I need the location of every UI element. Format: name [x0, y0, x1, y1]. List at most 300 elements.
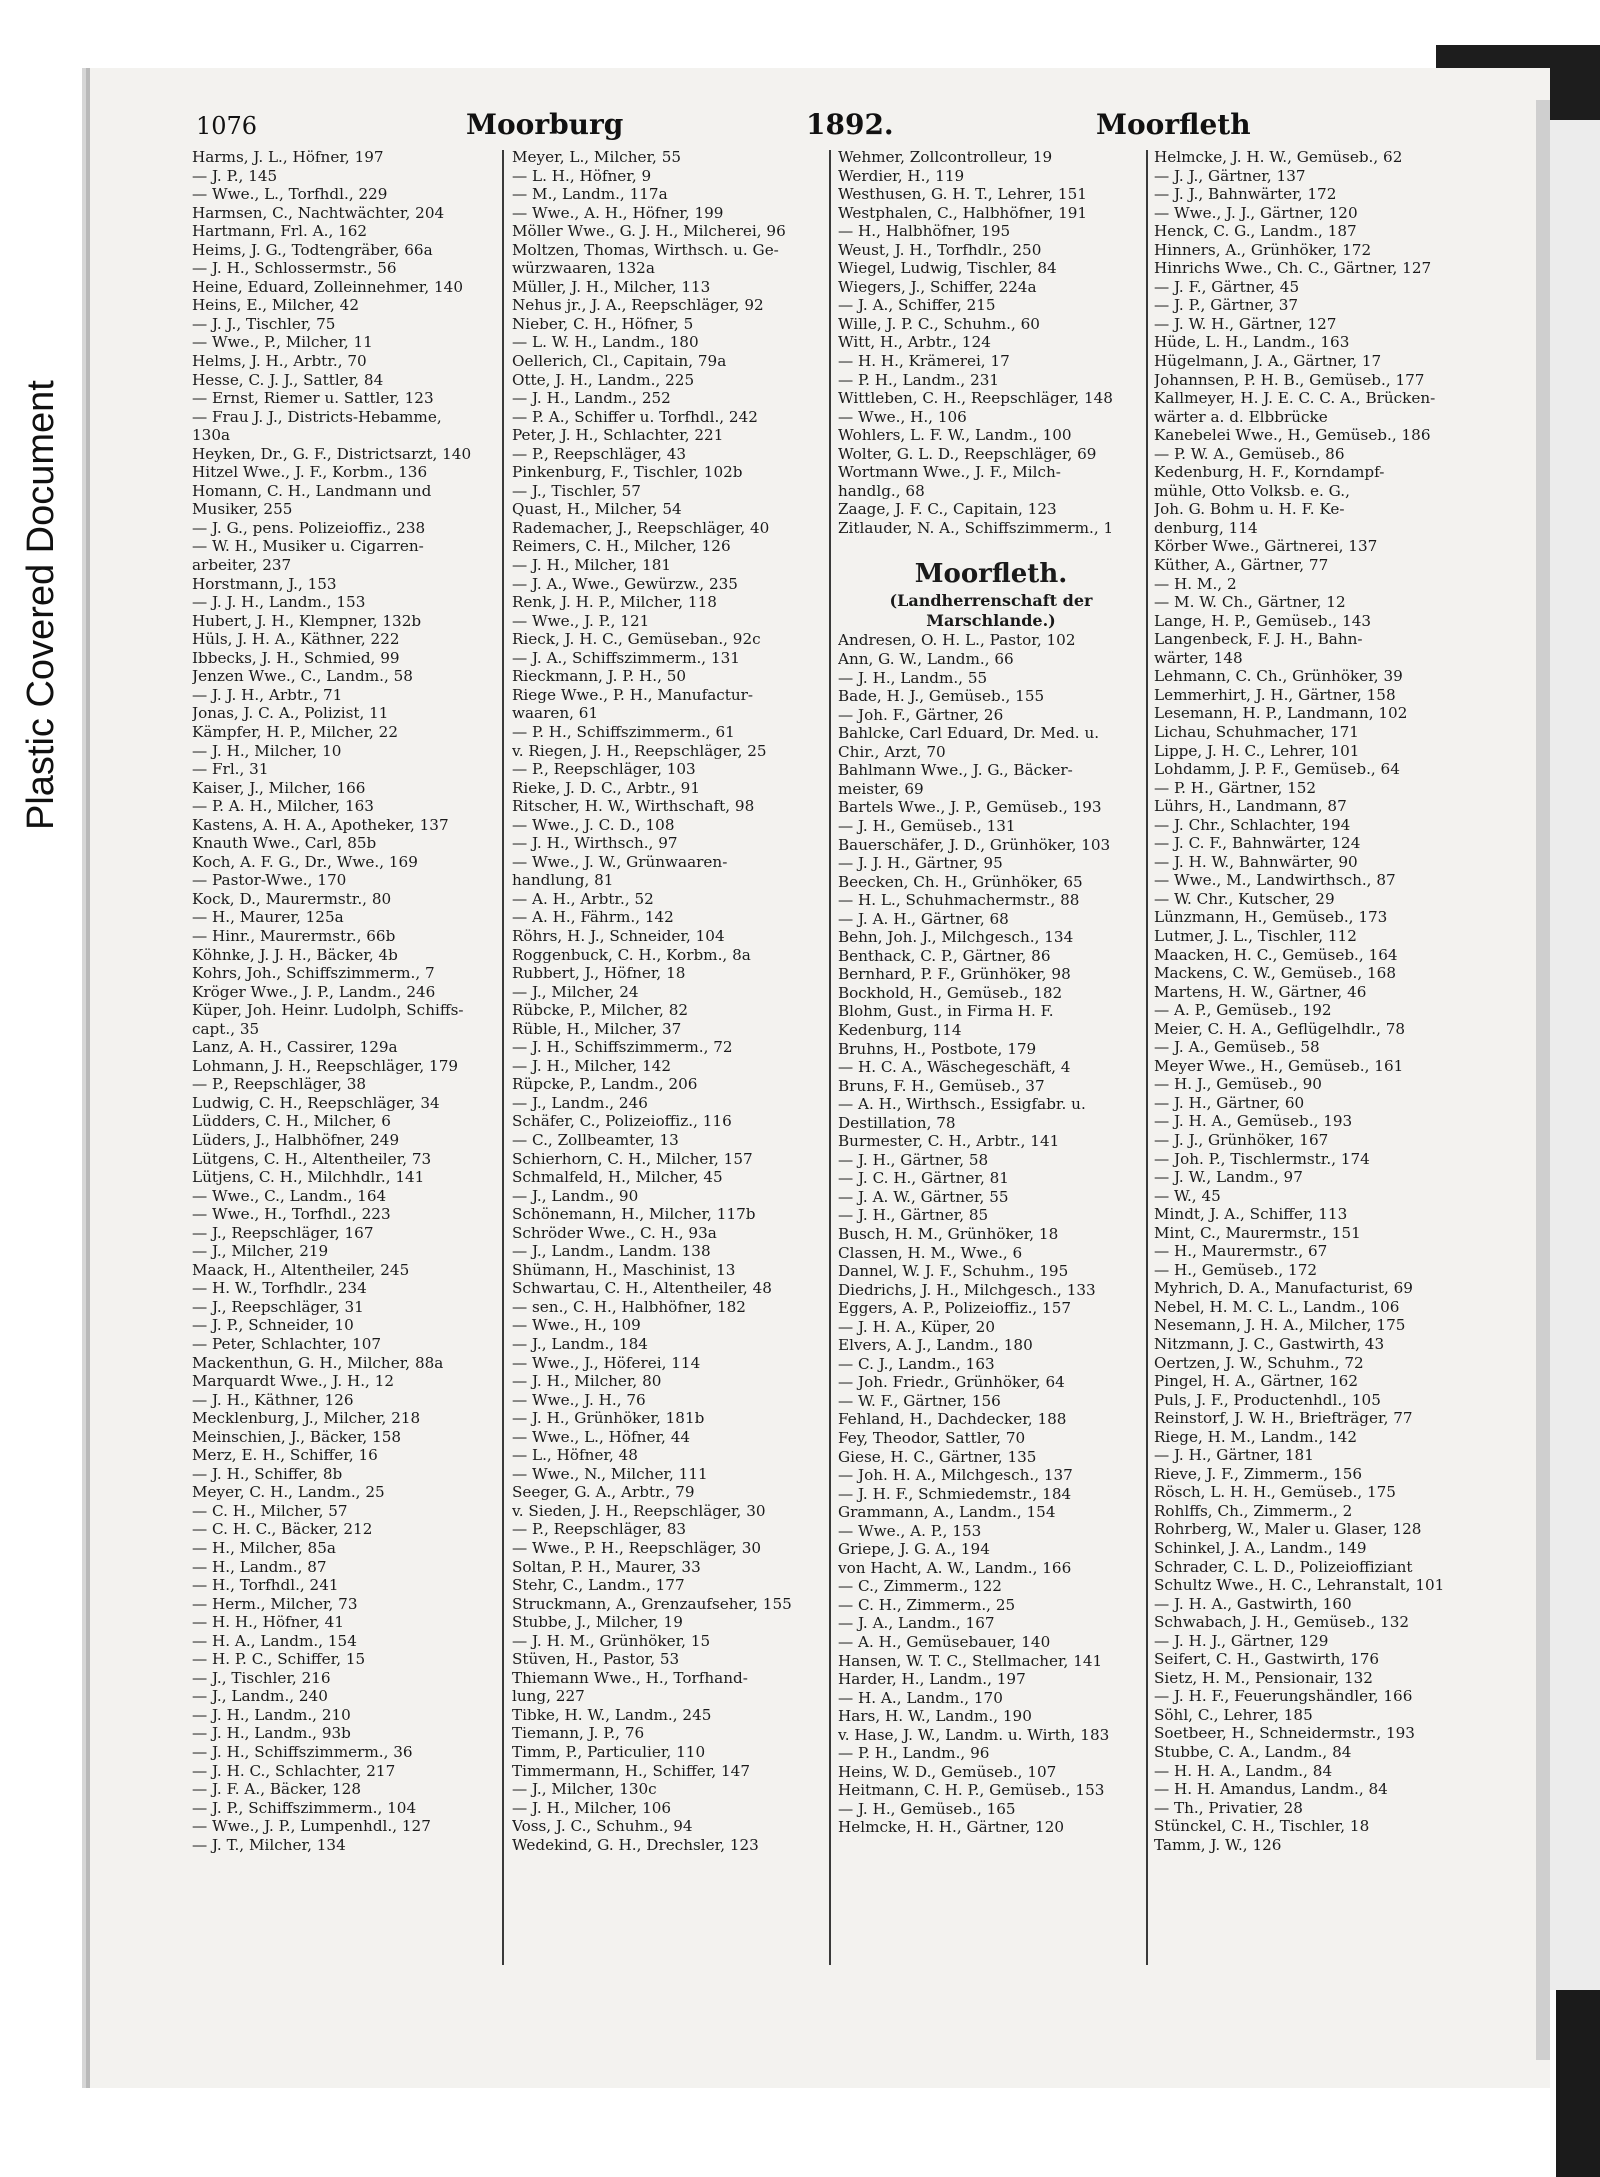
directory-entry: — J. H., Schlossermstr., 56: [192, 259, 397, 278]
directory-entry: — P. H., Schiffszimmerm., 61: [512, 722, 735, 741]
directory-entry: Nehus jr., J. A., Reepschläger, 92: [512, 296, 764, 315]
directory-entry: — J., Milcher, 219: [192, 1242, 329, 1261]
directory-entry: Eggers, A. P., Polizeioffiz., 157: [838, 1299, 1072, 1318]
directory-entry: Merz, E. H., Schiffer, 16: [192, 1446, 378, 1465]
directory-entry: Oellerich, Cl., Capitain, 79a: [512, 352, 727, 371]
directory-entry: Maack, H., Altentheiler, 245: [192, 1260, 410, 1279]
directory-entry: Schrader, C. L. D., Polizeioffiziant: [1154, 1557, 1413, 1576]
directory-entry: Chir., Arzt, 70: [838, 742, 946, 761]
directory-entry: — H. H. Amandus, Landm., 84: [1154, 1780, 1388, 1799]
directory-entry: capt., 35: [192, 1019, 260, 1038]
directory-entry: Stubbe, C. A., Landm., 84: [1154, 1743, 1352, 1762]
directory-entry: Witt, H., Arbtr., 124: [838, 333, 991, 352]
directory-entry: — J. H., Wirthsch., 97: [512, 834, 678, 853]
directory-entry: Timm, P., Particulier, 110: [512, 1743, 706, 1762]
directory-entry: Schröder Wwe., C. H., 93a: [512, 1223, 717, 1242]
directory-entry: Reinstorf, J. W. H., Briefträger, 77: [1154, 1409, 1413, 1428]
directory-entry: — J. A., Wwe., Gewürzw., 235: [512, 574, 738, 593]
directory-entry: Pinkenburg, F., Tischler, 102b: [512, 463, 743, 482]
directory-entry: Soltan, P. H., Maurer, 33: [512, 1557, 701, 1576]
directory-entry: — M., Landm., 117a: [512, 185, 668, 204]
directory-entry: — J. A., Schiffer, 215: [838, 296, 996, 315]
directory-entry: — C. H., Zimmerm., 25: [838, 1595, 1016, 1614]
directory-entry: Kallmeyer, H. J. E. C. C. A., Brücken-: [1154, 389, 1436, 408]
directory-entry: — J., Milcher, 130c: [512, 1780, 657, 1799]
directory-entry: wärter a. d. Elbbrücke: [1154, 407, 1328, 426]
directory-entry: Grammann, A., Landm., 154: [838, 1503, 1056, 1522]
directory-entry: lung, 227: [512, 1687, 585, 1706]
directory-entry: Elvers, A. J., Landm., 180: [838, 1336, 1033, 1355]
directory-entry: — Wwe., J. P., 121: [512, 611, 650, 630]
directory-entry: — Herm., Milcher, 73: [192, 1594, 358, 1613]
directory-entry: Ludwig, C. H., Reepschläger, 34: [192, 1093, 440, 1112]
directory-entry: — J. F., Gärtner, 45: [1154, 277, 1300, 296]
directory-entry: Wolter, G. L. D., Reepschläger, 69: [838, 444, 1097, 463]
section-subtitle: Marschlande.): [926, 611, 1056, 631]
directory-entry: Dannel, W. J. F., Schuhm., 195: [838, 1262, 1069, 1281]
directory-entry: von Hacht, A. W., Landm., 166: [838, 1558, 1072, 1577]
directory-entry: Homann, C. H., Landmann und: [192, 481, 432, 500]
moorburg-entries: [838, 148, 1144, 537]
directory-entry: Shümann, H., Maschinist, 13: [512, 1260, 736, 1279]
directory-entry: — J. J. H., Landm., 153: [192, 593, 366, 612]
directory-entry: — J. H. M., Grünhöker, 15: [512, 1631, 711, 1650]
directory-entry: — J. H., Schiffer, 8b: [192, 1464, 343, 1483]
directory-entry: Renk, J. H. P., Milcher, 118: [512, 593, 717, 612]
directory-entry: Rohrberg, W., Maler u. Glaser, 128: [1154, 1520, 1422, 1539]
directory-entry: Hars, H. W., Landm., 190: [838, 1707, 1032, 1726]
right-heading: Moorfleth: [1096, 108, 1251, 141]
directory-entry: — H. A., Landm., 154: [192, 1631, 357, 1650]
directory-entry: Tibke, H. W., Landm., 245: [512, 1705, 712, 1724]
directory-entry: Reimers, C. H., Milcher, 126: [512, 537, 731, 556]
directory-entry: Wehmer, Zollcontrolleur, 19: [838, 148, 1053, 166]
directory-entry: — J., Tischler, 216: [192, 1668, 331, 1687]
directory-entry: Lütgens, C. H., Altentheiler, 73: [192, 1149, 432, 1168]
directory-entry: Otte, J. H., Landm., 225: [512, 370, 695, 389]
directory-entry: — J., Reepschläger, 31: [192, 1297, 364, 1316]
directory-entry: — Wwe., P. H., Reepschläger, 30: [512, 1539, 762, 1558]
directory-entry: — J. A., Landm., 167: [838, 1614, 995, 1633]
directory-entry: — Wwe., L., Höfner, 44: [512, 1427, 691, 1446]
directory-entry: — J. A., Schiffszimmerm., 131: [512, 648, 740, 667]
directory-entry: Hansen, W. T. C., Stellmacher, 141: [838, 1651, 1103, 1670]
directory-entry: Timmermann, H., Schiffer, 147: [512, 1761, 751, 1780]
directory-entry: Meyer, L., Milcher, 55: [512, 148, 682, 166]
directory-entry: Heine, Eduard, Zolleinnehmer, 140: [192, 277, 464, 296]
directory-entry: — J. H., Milcher, 142: [512, 1056, 672, 1075]
directory-entry: — H. P. C., Schiffer, 15: [192, 1650, 366, 1669]
directory-entry: — Frau J. J., Districts-Hebamme,: [192, 407, 442, 426]
dark-corner-bottom: [1556, 1990, 1600, 2177]
directory-entry: Kaiser, J., Milcher, 166: [192, 778, 366, 797]
directory-entry: — C. H. C., Bäcker, 212: [192, 1520, 373, 1539]
directory-entry: Bahlmann Wwe., J. G., Bäcker-: [838, 761, 1073, 780]
directory-entry: Diedrichs, J. H., Milchgesch., 133: [838, 1280, 1096, 1299]
directory-entry: — L., Höfner, 48: [512, 1446, 638, 1465]
directory-entry: Knauth Wwe., Carl, 85b: [192, 834, 377, 853]
directory-entry: Hubert, J. H., Klempner, 132b: [192, 611, 422, 630]
directory-entry: Wittleben, C. H., Reepschläger, 148: [838, 389, 1113, 408]
directory-entry: Harmsen, C., Nachtwächter, 204: [192, 203, 445, 222]
directory-entry: Hesse, C. J. J., Sattler, 84: [192, 370, 384, 389]
left-heading: Moorburg: [466, 108, 624, 141]
directory-column-4: [1154, 148, 1474, 1968]
directory-entry: Myhrich, D. A., Manufacturist, 69: [1154, 1279, 1413, 1298]
directory-entry: Schierhorn, C. H., Milcher, 157: [512, 1149, 753, 1168]
directory-entry: Lange, H. P., Gemüseb., 143: [1154, 611, 1372, 630]
directory-entry: — J., Landm., 246: [512, 1093, 648, 1112]
directory-entry: Moltzen, Thomas, Wirthsch. u. Ge-: [512, 240, 779, 259]
directory-entry: Schinkel, J. A., Landm., 149: [1154, 1539, 1367, 1558]
directory-entry: — Peter, Schlachter, 107: [192, 1335, 382, 1353]
directory-entry: — J. A. W., Gärtner, 55: [838, 1187, 1009, 1206]
directory-entry: — J. H. J., Gärtner, 129: [1154, 1631, 1329, 1650]
directory-entry: Stüven, H., Pastor, 53: [512, 1650, 680, 1669]
directory-entry: — H. A., Landm., 170: [838, 1688, 1003, 1707]
directory-entry: Wedekind, G. H., Drechsler, 123: [512, 1835, 759, 1854]
directory-entry: Hartmann, Frl. A., 162: [192, 222, 368, 241]
directory-entry: — Wwe., H., Torfhdl., 223: [192, 1205, 391, 1224]
directory-entry: Kanebelei Wwe., H., Gemüseb., 186: [1154, 426, 1431, 445]
directory-entry: Jonas, J. C. A., Polizist, 11: [192, 704, 389, 723]
directory-entry: Möller Wwe., G. J. H., Milcherei, 96: [512, 222, 786, 241]
directory-entry: — P., Reepschläger, 38: [192, 1075, 367, 1094]
page-header: [196, 108, 1251, 148]
directory-entry: — Wwe., J. H., 76: [512, 1390, 646, 1409]
directory-entry: Stünckel, C. H., Tischler, 18: [1154, 1817, 1370, 1836]
directory-entry: — P., Reepschläger, 83: [512, 1520, 687, 1539]
directory-entry: Rieke, J. D. C., Arbtr., 91: [512, 778, 700, 797]
directory-entry: Lutmer, J. L., Tischler, 112: [1154, 926, 1357, 945]
directory-entry: — J., Landm., 184: [512, 1335, 648, 1353]
directory-entry: — H., Maurer, 125a: [192, 908, 344, 927]
directory-entry: Rohlffs, Ch., Zimmerm., 2: [1154, 1501, 1353, 1520]
directory-entry: — P., Reepschläger, 43: [512, 444, 687, 463]
directory-entry: — J. H., Schiffszimmerm., 72: [512, 1038, 733, 1057]
directory-entry: — J. H. F., Schmiedemstr., 184: [838, 1484, 1072, 1503]
directory-entry: — P. H., Landm., 231: [838, 370, 1000, 389]
directory-entry: Quast, H., Milcher, 54: [512, 500, 682, 519]
directory-entry: — Wwe., C., Landm., 164: [192, 1186, 387, 1205]
directory-entry: — J. J., Gärtner, 137: [1154, 166, 1306, 185]
directory-entry: Koch, A. F. G., Dr., Wwe., 169: [192, 852, 418, 871]
directory-entry: — J., Reepschläger, 167: [192, 1223, 374, 1242]
directory-entry: Nieber, C. H., Höfner, 5: [512, 314, 694, 333]
directory-entry: Oertzen, J. W., Schuhm., 72: [1154, 1353, 1364, 1372]
directory-entry: Bartels Wwe., J. P., Gemüseb., 193: [838, 798, 1102, 817]
directory-entry: Müller, J. H., Milcher, 113: [512, 277, 711, 296]
directory-entry: Schmalfeld, H., Milcher, 45: [512, 1168, 723, 1187]
directory-column-2: [512, 148, 832, 1968]
directory-entry: Kämpfer, H. P., Milcher, 22: [192, 722, 399, 741]
directory-entry: — W. H., Musiker u. Cigarren-: [192, 537, 424, 556]
directory-entry: Sietz, H. M., Pensionair, 132: [1154, 1668, 1373, 1687]
directory-entry: Pingel, H. A., Gärtner, 162: [1154, 1372, 1358, 1391]
directory-entry: — Hinr., Maurermstr., 66b: [192, 926, 396, 945]
directory-entry: — P. A., Schiffer u. Torfhdl., 242: [512, 407, 758, 426]
directory-entry: Harms, J. L., Höfner, 197: [192, 148, 384, 166]
directory-entry: — J. P., Schiffszimmerm., 104: [192, 1798, 417, 1817]
directory-entry: — J. H. A., Gemüseb., 193: [1154, 1112, 1353, 1131]
directory-entry: — P. A. H., Milcher, 163: [192, 797, 374, 816]
directory-entry: — Pastor-Wwe., 170: [192, 871, 347, 890]
directory-entry: Kock, D., Maurermstr., 80: [192, 889, 392, 908]
directory-entry: Nebel, H. M. C. L., Landm., 106: [1154, 1297, 1400, 1316]
directory-entry: Helmcke, H. H., Gärtner, 120: [838, 1818, 1065, 1837]
directory-entry: — J. A., Gemüseb., 58: [1154, 1038, 1320, 1057]
directory-entry: Andresen, O. H. L., Pastor, 102: [838, 631, 1076, 650]
directory-entry: — A. H., Arbtr., 52: [512, 889, 654, 908]
directory-entry: Schönemann, H., Milcher, 117b: [512, 1205, 756, 1224]
directory-entry: — J. H., Milcher, 10: [192, 741, 342, 760]
directory-entry: Lemmerhirt, J. H., Gärtner, 158: [1154, 685, 1396, 704]
directory-entry: — C., Zimmerm., 122: [838, 1577, 1002, 1596]
directory-entry: — J. H., Gemüseb., 165: [838, 1799, 1016, 1818]
directory-entry: Hinners, A., Grünhöker, 172: [1154, 240, 1372, 259]
directory-entry: — J. H. W., Bahnwärter, 90: [1154, 852, 1358, 871]
directory-entry: — L. H., Höfner, 9: [512, 166, 652, 185]
directory-entry: Peter, J. H., Schlachter, 221: [512, 426, 724, 445]
directory-entry: — J. J., Bahnwärter, 172: [1154, 185, 1337, 204]
directory-entry: würzwaaren, 132a: [512, 259, 655, 278]
directory-entry: Schwabach, J. H., Gemüseb., 132: [1154, 1613, 1410, 1632]
directory-entry: — J. J. H., Gärtner, 95: [838, 854, 1003, 873]
directory-entry: Mindt, J. A., Schiffer, 113: [1154, 1205, 1348, 1224]
directory-entry: — L. W. H., Landm., 180: [512, 333, 699, 352]
directory-entry: Helms, J. H., Arbtr., 70: [192, 352, 367, 371]
directory-entry: Werdier, H., 119: [838, 166, 965, 185]
directory-entry: — H. H. A., Landm., 84: [1154, 1761, 1333, 1780]
directory-entry: — P. H., Landm., 96: [838, 1744, 990, 1763]
directory-entry: — H., Landm., 87: [192, 1557, 327, 1576]
directory-entry: Hitzel Wwe., J. F., Korbm., 136: [192, 463, 428, 482]
directory-entry: — J. J., Tischler, 75: [192, 314, 336, 333]
directory-entry: — J., Landm., 240: [192, 1687, 328, 1706]
directory-entry: — M. W. Ch., Gärtner, 12: [1154, 593, 1346, 612]
directory-entry: arbeiter, 237: [192, 556, 292, 575]
directory-entry: Joh. G. Bohm u. H. F. Ke-: [1154, 500, 1345, 519]
directory-entry: Köhnke, J. J. H., Bäcker, 4b: [192, 945, 398, 964]
directory-entry: Benthack, C. P., Gärtner, 86: [838, 946, 1051, 965]
directory-entry: — J. H., Grünhöker, 181b: [512, 1409, 705, 1428]
directory-entry: Martens, H. W., Gärtner, 46: [1154, 982, 1367, 1001]
directory-entry: — J. A. H., Gärtner, 68: [838, 909, 1009, 928]
directory-entry: Bauerschäfer, J. D., Grünhöker, 103: [838, 835, 1111, 854]
directory-entry: Soetbeer, H., Schneidermstr., 193: [1154, 1724, 1415, 1743]
directory-entry: Voss, J. C., Schuhm., 94: [512, 1817, 693, 1836]
directory-entry: Marquardt Wwe., J. H., 12: [192, 1372, 395, 1391]
directory-entry: Maacken, H. C., Gemüseb., 164: [1154, 945, 1398, 964]
directory-entry: Hüls, J. H. A., Käthner, 222: [192, 630, 400, 649]
directory-entry: Stehr, C., Landm., 177: [512, 1576, 685, 1595]
directory-entry: Schwartau, C. H., Altentheiler, 48: [512, 1279, 772, 1298]
directory-entry: — Joh. H. A., Milchgesch., 137: [838, 1466, 1073, 1485]
directory-entry: Schäfer, C., Polizeioffiz., 116: [512, 1112, 732, 1131]
column-divider: [502, 150, 504, 1965]
directory-entry: Riege, H. M., Landm., 142: [1154, 1427, 1358, 1446]
directory-entry: Burmester, C. H., Arbtr., 141: [838, 1132, 1060, 1151]
directory-entry: v. Riegen, J. H., Reepschläger, 25: [512, 741, 767, 760]
directory-entry: Küper, Joh. Heinr. Ludolph, Schiffs-: [192, 1001, 464, 1020]
directory-entry: — J. P., 145: [192, 166, 278, 185]
section-separator: [838, 537, 1144, 545]
directory-entry: — J. G., pens. Polizeioffiz., 238: [192, 518, 426, 537]
directory-entry: Rieve, J. F., Zimmerm., 156: [1154, 1464, 1363, 1483]
directory-entry: Meyer, C. H., Landm., 25: [192, 1483, 385, 1502]
directory-entry: — H., Maurermstr., 67: [1154, 1242, 1328, 1261]
directory-entry: Rübcke, P., Milcher, 82: [512, 1001, 689, 1020]
directory-entry: Lührs, H., Landmann, 87: [1154, 797, 1347, 816]
directory-entry: Körber Wwe., Gärtnerei, 137: [1154, 537, 1378, 556]
directory-entry: — J. H., Gärtner, 85: [838, 1206, 989, 1225]
directory-entry: Wortmann Wwe., J. F., Milch-: [838, 463, 1061, 482]
directory-entry: Classen, H. M., Wwe., 6: [838, 1243, 1023, 1262]
directory-entry: Kohrs, Joh., Schiffszimmerm., 7: [192, 964, 435, 983]
directory-entry: — Joh. P., Tischlermstr., 174: [1154, 1149, 1370, 1168]
directory-entry: Lünzmann, H., Gemüseb., 173: [1154, 908, 1388, 927]
directory-entry: Zitlauder, N. A., Schiffszimmerm., 1: [838, 518, 1114, 537]
directory-entry: — Wwe., H., 106: [838, 407, 967, 426]
directory-entry: 130a: [192, 426, 231, 445]
directory-entry: Musiker, 255: [192, 500, 293, 519]
directory-entry: Blohm, Gust., in Firma H. F.: [838, 1002, 1054, 1021]
directory-entry: — Wwe., J. P., Lumpenhdl., 127: [192, 1817, 431, 1836]
directory-entry: Wohlers, L. F. W., Landm., 100: [838, 426, 1072, 445]
directory-entry: Destillation, 78: [838, 1113, 956, 1132]
directory-entry: — J. H., Gärtner, 181: [1154, 1446, 1314, 1465]
directory-entry: Bruns, F. H., Gemüseb., 37: [838, 1076, 1045, 1095]
directory-entry: — Frl., 31: [192, 760, 269, 779]
directory-entry: Küther, A., Gärtner, 77: [1154, 556, 1329, 575]
directory-entry: — H. C. A., Wäschegeschäft, 4: [838, 1058, 1071, 1077]
directory-entry: — A. H., Fährm., 142: [512, 908, 674, 927]
directory-entry: Meinschien, J., Bäcker, 158: [192, 1427, 402, 1446]
directory-entry: — J., Tischler, 57: [512, 481, 641, 500]
directory-entry: Rüble, H., Milcher, 37: [512, 1019, 682, 1038]
directory-entry: Lesemann, H. P., Landmann, 102: [1154, 704, 1408, 723]
directory-entry: Hüde, L. H., Landm., 163: [1154, 333, 1350, 352]
directory-entry: — J. H., Landm., 252: [512, 389, 671, 408]
directory-entry: — P., Reepschläger, 103: [512, 760, 696, 779]
directory-entry: Heins, E., Milcher, 42: [192, 296, 360, 315]
directory-entry: Bockhold, H., Gemüseb., 182: [838, 983, 1063, 1002]
directory-entry: Rademacher, J., Reepschläger, 40: [512, 518, 770, 537]
directory-column-3: [838, 148, 1144, 1968]
directory-entry: — J., Milcher, 24: [512, 982, 639, 1001]
directory-entry: Bernhard, P. F., Grünhöker, 98: [838, 965, 1071, 984]
directory-entry: Lüders, J., Halbhöfner, 249: [192, 1130, 400, 1149]
directory-entry: Langenbeck, F. J. H., Bahn-: [1154, 630, 1363, 649]
directory-entry: Bahlcke, Carl Eduard, Dr. Med. u.: [838, 724, 1100, 743]
directory-entry: — Wwe., J. C. D., 108: [512, 815, 675, 834]
directory-entry: Heims, J. G., Todtengräber, 66a: [192, 240, 433, 259]
directory-entry: Seifert, C. H., Gastwirth, 176: [1154, 1650, 1380, 1669]
directory-entry: — J. W., Landm., 97: [1154, 1168, 1303, 1187]
directory-entry: — J. J. H., Arbtr., 71: [192, 685, 343, 704]
directory-entry: Helmcke, J. H. W., Gemüseb., 62: [1154, 148, 1403, 166]
directory-entry: Ibbecks, J. H., Schmied, 99: [192, 648, 400, 667]
directory-entry: — C., Zollbeamter, 13: [512, 1130, 679, 1149]
directory-entry: Busch, H. M., Grünhöker, 18: [838, 1224, 1059, 1243]
directory-entry: Lohdamm, J. P. F., Gemüseb., 64: [1154, 760, 1400, 779]
directory-entry: v. Sieden, J. H., Reepschläger, 30: [512, 1501, 766, 1520]
directory-column-1: [192, 148, 502, 1968]
directory-entry: Mackens, C. W., Gemüseb., 168: [1154, 964, 1396, 983]
directory-entry: Lippe, J. H. C., Lehrer, 101: [1154, 741, 1360, 760]
directory-entry: — H. H., Krämerei, 17: [838, 352, 1010, 371]
directory-entry: Rösch, L. H. H., Gemüseb., 175: [1154, 1483, 1396, 1502]
directory-entry: — Wwe., A. P., 153: [838, 1521, 982, 1540]
directory-entry: Heyken, Dr., G. F., Districtsarzt, 140: [192, 444, 472, 463]
directory-entry: Ritscher, H. W., Wirthschaft, 98: [512, 797, 755, 816]
directory-entry: — J. H., Gärtner, 60: [1154, 1093, 1305, 1112]
directory-entry: — J. H., Schiffszimmerm., 36: [192, 1743, 413, 1762]
directory-entry: v. Hase, J. W., Landm. u. Wirth, 183: [838, 1725, 1110, 1744]
directory-entry: — J. W. H., Gärtner, 127: [1154, 314, 1337, 333]
directory-entry: Bade, H. J., Gemüseb., 155: [838, 687, 1045, 706]
directory-entry: Riege Wwe., P. H., Manufactur-: [512, 685, 754, 704]
directory-entry: — Ernst, Riemer u. Sattler, 123: [192, 389, 434, 408]
directory-entry: — J. H., Gärtner, 58: [838, 1150, 989, 1169]
year-heading: 1892.: [806, 108, 894, 141]
directory-entry: mühle, Otto Volksb. e. G.,: [1154, 481, 1350, 500]
directory-entry: — J. Chr., Schlachter, 194: [1154, 815, 1351, 834]
directory-entry: — J., Landm., 90: [512, 1186, 639, 1205]
directory-entry: — J. H. F., Feuerungshändler, 166: [1154, 1687, 1413, 1706]
directory-entry: — Th., Privatier, 28: [1154, 1798, 1303, 1817]
directory-entry: — H. M., 2: [1154, 574, 1237, 593]
directory-entry: Giese, H. C., Gärtner, 135: [838, 1447, 1037, 1466]
background-left: [0, 0, 88, 2177]
directory-entry: Griepe, J. G. A., 194: [838, 1540, 990, 1559]
directory-entry: handlg., 68: [838, 481, 925, 500]
directory-entry: Rubbert, J., Höfner, 18: [512, 964, 686, 983]
directory-entry: — H. L., Schuhmachermstr., 88: [838, 891, 1080, 910]
section-subtitle: (Landherrenschaft der: [889, 591, 1093, 611]
directory-entry: Kröger Wwe., J. P., Landm., 246: [192, 982, 436, 1001]
directory-entry: — W. Chr., Kutscher, 29: [1154, 889, 1335, 908]
directory-entry: Fehland, H., Dachdecker, 188: [838, 1410, 1067, 1429]
directory-entry: — A. H., Gemüsebauer, 140: [838, 1633, 1051, 1652]
directory-entry: Kastens, A. H. A., Apotheker, 137: [192, 815, 449, 834]
directory-entry: Fey, Theodor, Sattler, 70: [838, 1429, 1026, 1447]
directory-entry: Hügelmann, J. A., Gärtner, 17: [1154, 352, 1382, 371]
directory-entry: — sen., C. H., Halbhöfner, 182: [512, 1297, 746, 1316]
directory-entry: Westhusen, G. H. T., Lehrer, 151: [838, 185, 1087, 204]
directory-entry: — Wwe., L., Torfhdl., 229: [192, 185, 388, 204]
directory-entry: — Wwe., A. H., Höfner, 199: [512, 203, 724, 222]
directory-entry: — Wwe., P., Milcher, 11: [192, 333, 373, 352]
directory-entry: Westphalen, C., Halbhöfner, 191: [838, 203, 1088, 222]
directory-entry: — Wwe., H., 109: [512, 1316, 641, 1335]
directory-entry: Thiemann Wwe., H., Torfhand-: [512, 1668, 748, 1687]
directory-entry: Bruhns, H., Postbote, 179: [838, 1039, 1037, 1058]
document-side-label: Plastic Covered Document: [20, 380, 62, 830]
directory-entry: — W. F., Gärtner, 156: [838, 1391, 1001, 1410]
directory-entry: Heins, W. D., Gemüseb., 107: [838, 1762, 1057, 1781]
directory-entry: — Joh. F., Gärtner, 26: [838, 705, 1004, 724]
directory-entry: — C. J., Landm., 163: [838, 1354, 995, 1373]
directory-entry: Jenzen Wwe., C., Landm., 58: [192, 667, 413, 686]
directory-entry: Mackenthun, G. H., Milcher, 88a: [192, 1353, 444, 1372]
directory-entry: — H. H., Höfner, 41: [192, 1613, 344, 1632]
directory-entry: — P. W. A., Gemüseb., 86: [1154, 444, 1345, 463]
directory-entry: Ann, G. W., Landm., 66: [838, 650, 1014, 669]
directory-entry: Wiegel, Ludwig, Tischler, 84: [838, 259, 1057, 278]
directory-entry: Stubbe, J., Milcher, 19: [512, 1613, 683, 1632]
directory-entry: waaren, 61: [512, 704, 599, 723]
